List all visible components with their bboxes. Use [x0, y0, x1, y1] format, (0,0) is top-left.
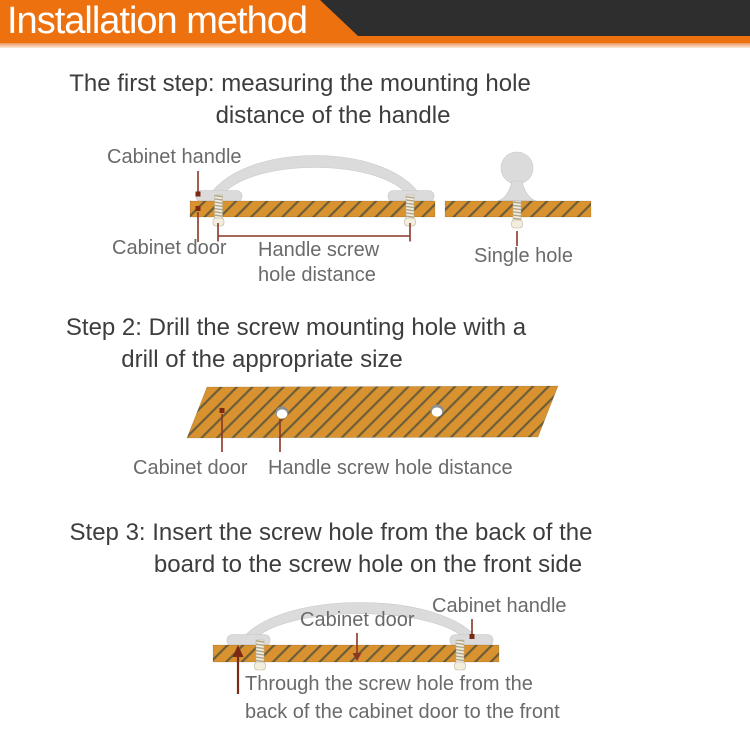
step1-label-single-hole: Single hole: [474, 245, 573, 267]
step2-heading-line2: drill of the appropriate size: [121, 346, 403, 373]
step1-heading-line1: The first step: measuring the mounting hole: [69, 70, 531, 97]
step3-heading-line1: Step 3: Insert the screw hole from the back of the: [69, 519, 593, 546]
step1-label-cabinet-handle: Cabinet handle: [107, 146, 242, 168]
step1-diagram: [190, 152, 591, 246]
step3-label-cabinet-door: Cabinet door: [300, 609, 415, 631]
step3-label-through-note-line2: back of the cabinet door to the front: [245, 701, 560, 723]
step1-knob-handle-icon: [498, 152, 536, 201]
step2-label-cabinet-door: Cabinet door: [133, 457, 248, 479]
step1-right-screw-icon: [405, 195, 416, 226]
step3-right-screw-icon: [455, 640, 466, 670]
step3-left-screw-icon: [255, 640, 266, 670]
page-title: Installation method: [7, 0, 307, 42]
step1-left-screw-icon: [213, 195, 224, 226]
step1-label-screw-distance-line2: hole distance: [258, 264, 376, 286]
step3-label-through-note-line1: Through the screw hole from the: [245, 673, 533, 695]
step1-label-cabinet-door: Cabinet door: [112, 237, 227, 259]
header-banner: [0, 0, 750, 43]
step3-label-cabinet-handle: Cabinet handle: [432, 595, 567, 617]
step1-label-screw-distance-line1: Handle screw: [258, 239, 380, 261]
step2-cabinet-door-board: [187, 386, 558, 438]
step2-diagram: [187, 386, 558, 452]
step2-label-screw-distance: Handle screw hole distance: [268, 457, 513, 479]
step3-heading-line2: board to the screw hole on the front side: [153, 551, 583, 578]
step1-knob-screw-icon: [512, 201, 523, 228]
header-shadow-strip: [0, 43, 750, 48]
step1-heading-line2: distance of the handle: [215, 102, 451, 129]
step1-cabinet-door-board: [190, 201, 435, 217]
step2-heading-line1: Step 2: Drill the screw mounting hole with a: [65, 314, 527, 341]
